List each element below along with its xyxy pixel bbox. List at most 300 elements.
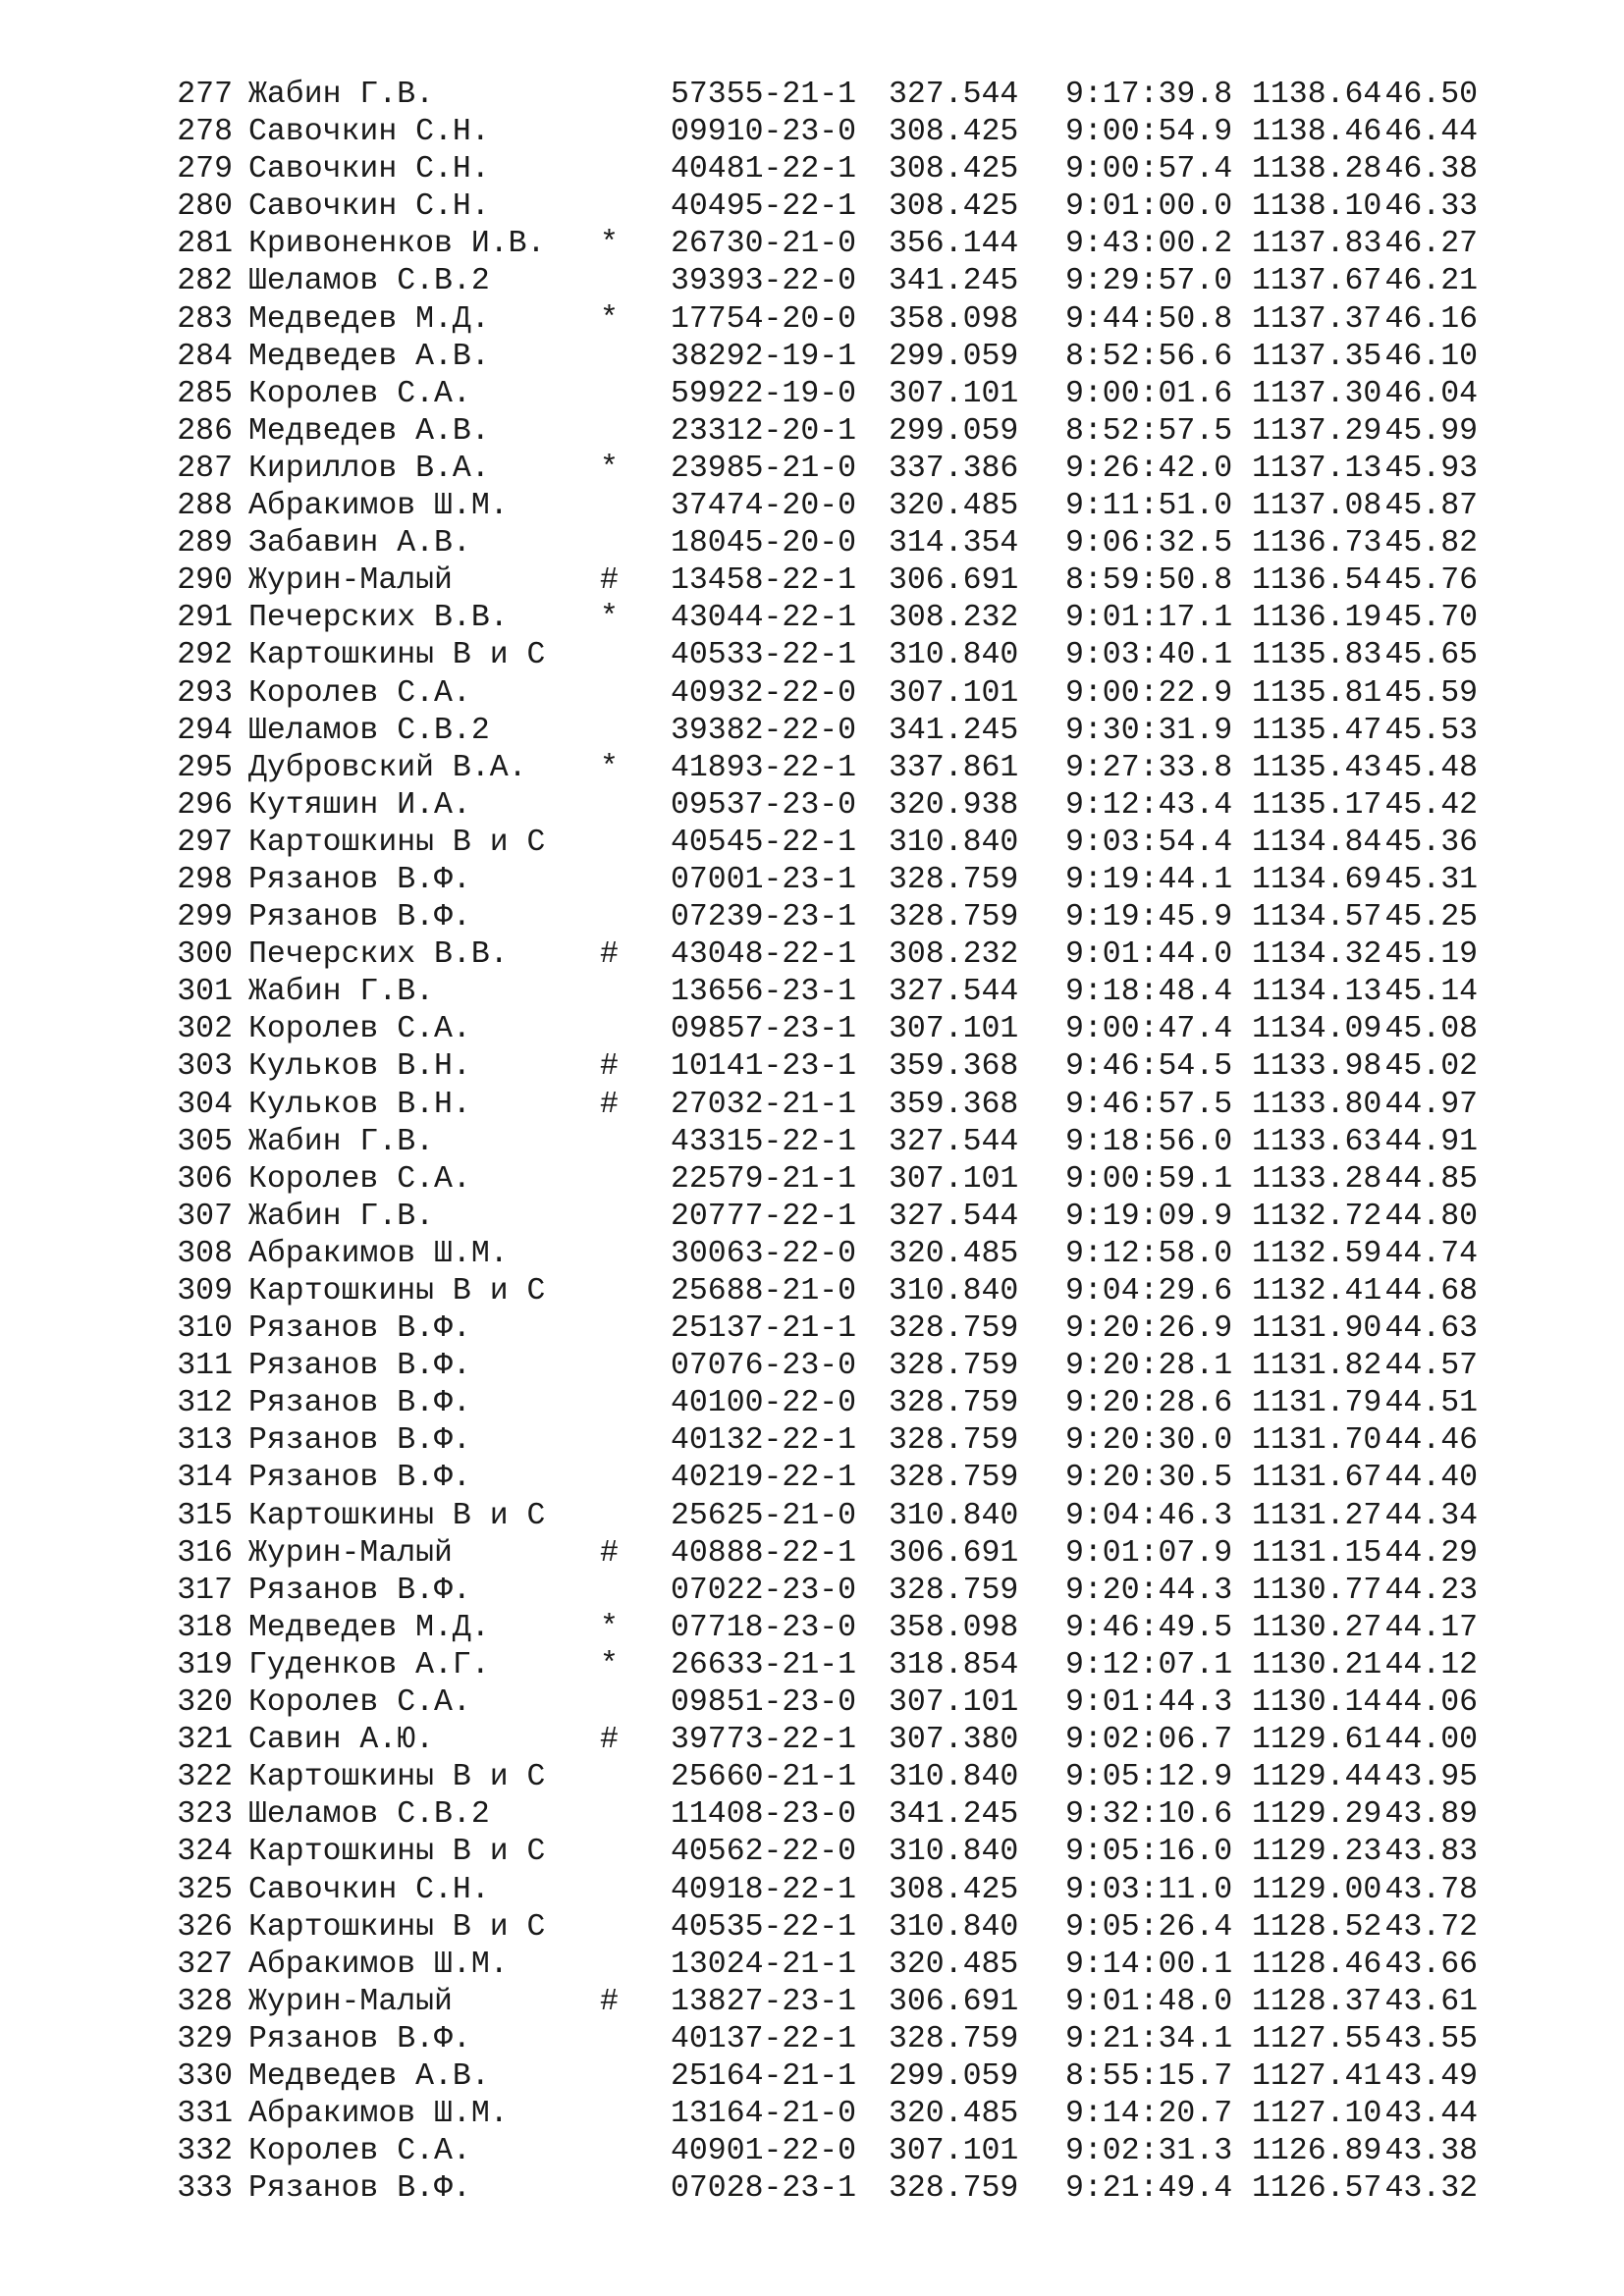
speed-cell: 1137.08	[1252, 489, 1382, 524]
score-cell: 44.80	[1384, 1199, 1478, 1234]
speed-cell: 1136.73	[1252, 526, 1382, 561]
arrival-time-cell: 9:20:28.6	[1065, 1386, 1233, 1421]
speed-cell: 1129.29	[1252, 1797, 1382, 1833]
fancier-name-cell: Жабин Г.В.	[248, 1124, 435, 1159]
arrival-time-cell: 9:19:09.9	[1065, 1199, 1233, 1234]
arrival-time-cell: 8:52:57.5	[1065, 413, 1233, 449]
arrival-time-cell: 9:02:06.7	[1065, 1723, 1233, 1758]
speed-cell: 1132.72	[1252, 1199, 1382, 1234]
score-cell: 44.91	[1384, 1124, 1478, 1159]
speed-cell: 1134.09	[1252, 1012, 1382, 1047]
ring-number-cell: 07076-23-0	[671, 1349, 857, 1384]
speed-cell: 1126.89	[1252, 2134, 1382, 2169]
rank-cell: 302	[177, 1012, 233, 1047]
rank-cell: 303	[177, 1049, 233, 1085]
distance-cell: 341.245	[889, 713, 1019, 748]
score-cell: 45.70	[1384, 601, 1478, 636]
score-cell: 44.63	[1384, 1311, 1478, 1347]
fancier-name-cell: Кириллов В.А.	[248, 451, 490, 486]
table-row	[174, 451, 1478, 488]
rank-cell: 284	[177, 339, 233, 374]
distance-cell: 307.101	[889, 675, 1019, 711]
arrival-time-cell: 9:20:28.1	[1065, 1349, 1233, 1384]
rank-cell: 282	[177, 264, 233, 299]
table-row	[174, 1273, 1478, 1310]
fancier-name-cell: Картошкины В и С	[248, 1274, 546, 1308]
arrival-time-cell: 9:06:32.5	[1065, 526, 1233, 561]
table-row	[174, 413, 1478, 451]
arrival-time-cell: 9:21:34.1	[1065, 2021, 1233, 2056]
fancier-name-cell: Медведев А.В.	[248, 339, 490, 374]
speed-cell: 1134.13	[1252, 975, 1382, 1010]
arrival-time-cell: 9:21:49.4	[1065, 2171, 1233, 2207]
score-cell: 43.83	[1384, 1835, 1478, 1870]
speed-cell: 1128.46	[1252, 1947, 1382, 1982]
distance-cell: 310.840	[889, 1760, 1019, 1795]
score-cell: 45.87	[1384, 489, 1478, 524]
fancier-name-cell: Савин А.Ю.	[248, 1723, 435, 1758]
score-cell: 45.65	[1384, 638, 1478, 673]
ring-number-cell: 57355-21-1	[671, 78, 857, 112]
results-table	[174, 77, 1478, 2208]
rank-cell: 308	[177, 1236, 233, 1271]
score-cell: 43.72	[1384, 1909, 1478, 1945]
table-row	[174, 151, 1478, 188]
mark-cell: *	[600, 301, 619, 337]
score-cell: 46.16	[1384, 301, 1478, 337]
ring-number-cell: 13458-22-1	[671, 563, 857, 599]
distance-cell: 306.691	[889, 1984, 1019, 2019]
ring-number-cell: 41893-22-1	[671, 750, 857, 785]
fancier-name-cell: Жабин Г.В.	[248, 975, 435, 1010]
distance-cell: 327.544	[889, 1124, 1019, 1159]
ring-number-cell: 09537-23-0	[671, 787, 857, 823]
mark-cell: *	[600, 750, 619, 785]
ring-number-cell: 25625-21-0	[671, 1498, 857, 1533]
fancier-name-cell: Королев С.А.	[248, 1012, 471, 1047]
arrival-time-cell: 9:12:58.0	[1065, 1236, 1233, 1271]
rank-cell: 298	[177, 862, 233, 897]
table-row	[174, 2058, 1478, 2096]
rank-cell: 325	[177, 1872, 233, 1907]
ring-number-cell: 40481-22-1	[671, 152, 857, 187]
fancier-name-cell: Медведев А.В.	[248, 413, 490, 449]
table-row	[174, 1310, 1478, 1348]
ring-number-cell: 09857-23-1	[671, 1012, 857, 1047]
rank-cell: 316	[177, 1535, 233, 1571]
ring-number-cell: 25660-21-1	[671, 1760, 857, 1795]
fancier-name-cell: Журин-Малый	[248, 1984, 453, 2019]
ring-number-cell: 11408-23-0	[671, 1797, 857, 1833]
score-cell: 43.66	[1384, 1947, 1478, 1982]
distance-cell: 310.840	[889, 1909, 1019, 1945]
fancier-name-cell: Рязанов В.Ф.	[248, 1311, 471, 1347]
arrival-time-cell: 9:00:22.9	[1065, 675, 1233, 711]
speed-cell: 1134.57	[1252, 900, 1382, 935]
score-cell: 44.29	[1384, 1535, 1478, 1571]
ring-number-cell: 25688-21-0	[671, 1274, 857, 1308]
distance-cell: 308.425	[889, 152, 1019, 187]
ring-number-cell: 07028-23-1	[671, 2171, 857, 2207]
rank-cell: 309	[177, 1274, 233, 1308]
rank-cell: 289	[177, 526, 233, 561]
speed-cell: 1134.69	[1252, 862, 1382, 897]
table-row	[174, 1422, 1478, 1460]
rank-cell: 292	[177, 638, 233, 673]
fancier-name-cell: Медведев М.Д.	[248, 1610, 490, 1645]
speed-cell: 1138.46	[1252, 115, 1382, 150]
mark-cell: *	[600, 451, 619, 486]
mark-cell: #	[600, 1087, 619, 1122]
fancier-name-cell: Королев С.А.	[248, 376, 471, 411]
speed-cell: 1137.37	[1252, 301, 1382, 337]
fancier-name-cell: Рязанов В.Ф.	[248, 1423, 471, 1459]
table-row	[174, 339, 1478, 376]
fancier-name-cell: Абракимов Ш.М.	[248, 2097, 509, 2132]
speed-cell: 1136.19	[1252, 601, 1382, 636]
arrival-time-cell: 9:05:12.9	[1065, 1760, 1233, 1795]
speed-cell: 1131.79	[1252, 1386, 1382, 1421]
score-cell: 43.32	[1384, 2171, 1478, 2207]
speed-cell: 1137.83	[1252, 227, 1382, 262]
score-cell: 43.78	[1384, 1872, 1478, 1907]
arrival-time-cell: 9:19:44.1	[1065, 862, 1233, 897]
score-cell: 46.27	[1384, 227, 1478, 262]
distance-cell: 327.544	[889, 78, 1019, 112]
fancier-name-cell: Картошкины В и С	[248, 1835, 546, 1870]
ring-number-cell: 18045-20-0	[671, 526, 857, 561]
distance-cell: 307.101	[889, 1012, 1019, 1047]
arrival-time-cell: 8:55:15.7	[1065, 2058, 1233, 2094]
score-cell: 44.06	[1384, 1685, 1478, 1721]
arrival-time-cell: 9:00:59.1	[1065, 1161, 1233, 1197]
speed-cell: 1131.90	[1252, 1311, 1382, 1347]
arrival-time-cell: 9:03:40.1	[1065, 638, 1233, 673]
ring-number-cell: 40132-22-1	[671, 1423, 857, 1459]
speed-cell: 1129.61	[1252, 1723, 1382, 1758]
speed-cell: 1127.55	[1252, 2021, 1382, 2056]
score-cell: 45.93	[1384, 451, 1478, 486]
speed-cell: 1137.30	[1252, 376, 1382, 411]
score-cell: 45.02	[1384, 1049, 1478, 1085]
arrival-time-cell: 9:18:48.4	[1065, 975, 1233, 1010]
speed-cell: 1130.14	[1252, 1685, 1382, 1721]
arrival-time-cell: 9:05:16.0	[1065, 1835, 1233, 1870]
speed-cell: 1127.41	[1252, 2058, 1382, 2094]
rank-cell: 277	[177, 78, 233, 112]
ring-number-cell: 17754-20-0	[671, 301, 857, 337]
fancier-name-cell: Королев С.А.	[248, 675, 471, 711]
rank-cell: 313	[177, 1423, 233, 1459]
speed-cell: 1135.47	[1252, 713, 1382, 748]
table-row	[174, 1684, 1478, 1722]
ring-number-cell: 40495-22-1	[671, 189, 857, 225]
fancier-name-cell: Медведев М.Д.	[248, 301, 490, 337]
rank-cell: 296	[177, 787, 233, 823]
rank-cell: 330	[177, 2058, 233, 2094]
ring-number-cell: 27032-21-1	[671, 1087, 857, 1122]
score-cell: 45.76	[1384, 563, 1478, 599]
ring-number-cell: 09851-23-0	[671, 1685, 857, 1721]
fancier-name-cell: Рязанов В.Ф.	[248, 1461, 471, 1496]
fancier-name-cell: Жабин Г.В.	[248, 78, 435, 112]
table-row	[174, 1759, 1478, 1796]
fancier-name-cell: Медведев А.В.	[248, 2058, 490, 2094]
distance-cell: 337.861	[889, 750, 1019, 785]
table-row	[174, 1610, 1478, 1647]
rank-cell: 294	[177, 713, 233, 748]
distance-cell: 299.059	[889, 2058, 1019, 2094]
distance-cell: 327.544	[889, 1199, 1019, 1234]
rank-cell: 315	[177, 1498, 233, 1533]
table-row	[174, 713, 1478, 750]
rank-cell: 314	[177, 1461, 233, 1496]
arrival-time-cell: 8:59:50.8	[1065, 563, 1233, 599]
fancier-name-cell: Журин-Малый	[248, 1535, 453, 1571]
arrival-time-cell: 9:32:10.6	[1065, 1797, 1233, 1833]
table-row	[174, 525, 1478, 562]
speed-cell: 1132.59	[1252, 1236, 1382, 1271]
mark-cell: #	[600, 1984, 619, 2019]
ring-number-cell: 07718-23-0	[671, 1610, 857, 1645]
speed-cell: 1138.10	[1252, 189, 1382, 225]
fancier-name-cell: Абракимов Ш.М.	[248, 1236, 509, 1271]
distance-cell: 341.245	[889, 1797, 1019, 1833]
rank-cell: 300	[177, 937, 233, 973]
fancier-name-cell: Савочкин С.Н.	[248, 115, 490, 150]
arrival-time-cell: 9:20:44.3	[1065, 1573, 1233, 1608]
speed-cell: 1138.28	[1252, 152, 1382, 187]
ring-number-cell: 22579-21-1	[671, 1161, 857, 1197]
arrival-time-cell: 9:02:31.3	[1065, 2134, 1233, 2169]
rank-cell: 290	[177, 563, 233, 599]
ring-number-cell: 13024-21-1	[671, 1947, 857, 1982]
speed-cell: 1128.37	[1252, 1984, 1382, 2019]
table-row	[174, 2096, 1478, 2133]
arrival-time-cell: 9:14:00.1	[1065, 1947, 1233, 1982]
rank-cell: 283	[177, 301, 233, 337]
distance-cell: 328.759	[889, 862, 1019, 897]
ring-number-cell: 40888-22-1	[671, 1535, 857, 1571]
speed-cell: 1138.64	[1252, 78, 1382, 112]
score-cell: 45.48	[1384, 750, 1478, 785]
rank-cell: 287	[177, 451, 233, 486]
table-row	[174, 188, 1478, 226]
mark-cell: #	[600, 1535, 619, 1571]
distance-cell: 356.144	[889, 227, 1019, 262]
arrival-time-cell: 9:03:54.4	[1065, 825, 1233, 860]
distance-cell: 310.840	[889, 1835, 1019, 1870]
speed-cell: 1134.84	[1252, 825, 1382, 860]
table-row	[174, 77, 1478, 114]
ring-number-cell: 25137-21-1	[671, 1311, 857, 1347]
score-cell: 45.59	[1384, 675, 1478, 711]
distance-cell: 318.854	[889, 1647, 1019, 1682]
distance-cell: 328.759	[889, 2021, 1019, 2056]
score-cell: 46.04	[1384, 376, 1478, 411]
fancier-name-cell: Кутяшин И.А.	[248, 787, 471, 823]
fancier-name-cell: Жабин Г.В.	[248, 1199, 435, 1234]
table-row	[174, 488, 1478, 525]
distance-cell: 327.544	[889, 975, 1019, 1010]
table-row	[174, 1535, 1478, 1573]
fancier-name-cell: Кульков В.Н.	[248, 1049, 471, 1085]
score-cell: 43.89	[1384, 1797, 1478, 1833]
rank-cell: 299	[177, 900, 233, 935]
rank-cell: 327	[177, 1947, 233, 1982]
ring-number-cell: 23985-21-0	[671, 451, 857, 486]
score-cell: 46.44	[1384, 115, 1478, 150]
rank-cell: 288	[177, 489, 233, 524]
distance-cell: 359.368	[889, 1087, 1019, 1122]
rank-cell: 310	[177, 1311, 233, 1347]
table-row	[174, 1573, 1478, 1610]
ring-number-cell: 40932-22-0	[671, 675, 857, 711]
distance-cell: 320.938	[889, 787, 1019, 823]
speed-cell: 1128.52	[1252, 1909, 1382, 1945]
score-cell: 43.95	[1384, 1760, 1478, 1795]
fancier-name-cell: Шеламов С.В.2	[248, 1797, 490, 1833]
fancier-name-cell: Шеламов С.В.2	[248, 264, 490, 299]
fancier-name-cell: Савочкин С.Н.	[248, 1872, 490, 1907]
speed-cell: 1129.23	[1252, 1835, 1382, 1870]
distance-cell: 320.485	[889, 1947, 1019, 1982]
distance-cell: 328.759	[889, 1386, 1019, 1421]
ring-number-cell: 23312-20-1	[671, 413, 857, 449]
fancier-name-cell: Абракимов Ш.М.	[248, 489, 509, 524]
score-cell: 46.21	[1384, 264, 1478, 299]
rank-cell: 306	[177, 1161, 233, 1197]
arrival-time-cell: 9:46:49.5	[1065, 1610, 1233, 1645]
ring-number-cell: 07001-23-1	[671, 862, 857, 897]
rank-cell: 333	[177, 2171, 233, 2207]
table-row	[174, 263, 1478, 300]
mark-cell: *	[600, 1647, 619, 1682]
table-row	[174, 1385, 1478, 1422]
ring-number-cell: 39393-22-0	[671, 264, 857, 299]
ring-number-cell: 40545-22-1	[671, 825, 857, 860]
ring-number-cell: 43315-22-1	[671, 1124, 857, 1159]
fancier-name-cell: Гуденков А.Г.	[248, 1647, 490, 1682]
score-cell: 45.19	[1384, 937, 1478, 973]
rank-cell: 279	[177, 152, 233, 187]
arrival-time-cell: 9:01:17.1	[1065, 601, 1233, 636]
rank-cell: 281	[177, 227, 233, 262]
score-cell: 43.55	[1384, 2021, 1478, 2056]
distance-cell: 299.059	[889, 413, 1019, 449]
arrival-time-cell: 9:29:57.0	[1065, 264, 1233, 299]
table-row	[174, 899, 1478, 936]
distance-cell: 307.101	[889, 1685, 1019, 1721]
table-row	[174, 862, 1478, 899]
arrival-time-cell: 9:12:07.1	[1065, 1647, 1233, 1682]
arrival-time-cell: 9:01:07.9	[1065, 1535, 1233, 1571]
table-row	[174, 600, 1478, 637]
speed-cell: 1130.27	[1252, 1610, 1382, 1645]
rank-cell: 329	[177, 2021, 233, 2056]
rank-cell: 305	[177, 1124, 233, 1159]
mark-cell: #	[600, 937, 619, 973]
score-cell: 44.00	[1384, 1723, 1478, 1758]
score-cell: 45.42	[1384, 787, 1478, 823]
arrival-time-cell: 9:00:01.6	[1065, 376, 1233, 411]
distance-cell: 308.425	[889, 1872, 1019, 1907]
distance-cell: 320.485	[889, 1236, 1019, 1271]
speed-cell: 1135.81	[1252, 675, 1382, 711]
arrival-time-cell: 9:26:42.0	[1065, 451, 1233, 486]
score-cell: 45.99	[1384, 413, 1478, 449]
arrival-time-cell: 8:52:56.6	[1065, 339, 1233, 374]
score-cell: 46.33	[1384, 189, 1478, 225]
speed-cell: 1130.21	[1252, 1647, 1382, 1682]
arrival-time-cell: 9:46:54.5	[1065, 1049, 1233, 1085]
score-cell: 44.23	[1384, 1573, 1478, 1608]
rank-cell: 326	[177, 1909, 233, 1945]
ring-number-cell: 26730-21-0	[671, 227, 857, 262]
speed-cell: 1133.80	[1252, 1087, 1382, 1122]
speed-cell: 1137.35	[1252, 339, 1382, 374]
score-cell: 45.82	[1384, 526, 1478, 561]
fancier-name-cell: Печерских В.В.	[248, 601, 509, 636]
ring-number-cell: 43044-22-1	[671, 601, 857, 636]
table-row	[174, 376, 1478, 413]
ring-number-cell: 20777-22-1	[671, 1199, 857, 1234]
score-cell: 46.50	[1384, 78, 1478, 112]
distance-cell: 306.691	[889, 563, 1019, 599]
table-row	[174, 1947, 1478, 1984]
ring-number-cell: 07022-23-0	[671, 1573, 857, 1608]
fancier-name-cell: Савочкин С.Н.	[248, 152, 490, 187]
distance-cell: 328.759	[889, 2171, 1019, 2207]
table-row	[174, 787, 1478, 825]
score-cell: 44.46	[1384, 1423, 1478, 1459]
distance-cell: 314.354	[889, 526, 1019, 561]
fancier-name-cell: Савочкин С.Н.	[248, 189, 490, 225]
table-row	[174, 936, 1478, 974]
distance-cell: 299.059	[889, 339, 1019, 374]
distance-cell: 337.386	[889, 451, 1019, 486]
ring-number-cell: 26633-21-1	[671, 1647, 857, 1682]
ring-number-cell: 40533-22-1	[671, 638, 857, 673]
arrival-time-cell: 9:01:44.3	[1065, 1685, 1233, 1721]
distance-cell: 310.840	[889, 638, 1019, 673]
fancier-name-cell: Рязанов В.Ф.	[248, 862, 471, 897]
distance-cell: 328.759	[889, 1423, 1019, 1459]
arrival-time-cell: 9:11:51.0	[1065, 489, 1233, 524]
ring-number-cell: 59922-19-0	[671, 376, 857, 411]
score-cell: 44.97	[1384, 1087, 1478, 1122]
ring-number-cell: 10141-23-1	[671, 1049, 857, 1085]
table-row	[174, 2170, 1478, 2208]
fancier-name-cell: Королев С.А.	[248, 1161, 471, 1197]
score-cell: 43.49	[1384, 2058, 1478, 2094]
fancier-name-cell: Шеламов С.В.2	[248, 713, 490, 748]
rank-cell: 331	[177, 2097, 233, 2132]
rank-cell: 320	[177, 1685, 233, 1721]
arrival-time-cell: 9:12:43.4	[1065, 787, 1233, 823]
rank-cell: 323	[177, 1797, 233, 1833]
distance-cell: 359.368	[889, 1049, 1019, 1085]
rank-cell: 318	[177, 1610, 233, 1645]
table-row	[174, 1348, 1478, 1385]
distance-cell: 358.098	[889, 1610, 1019, 1645]
mark-cell: *	[600, 601, 619, 636]
table-row	[174, 1236, 1478, 1273]
distance-cell: 341.245	[889, 264, 1019, 299]
fancier-name-cell: Рязанов В.Ф.	[248, 1573, 471, 1608]
rank-cell: 312	[177, 1386, 233, 1421]
speed-cell: 1131.15	[1252, 1535, 1382, 1571]
